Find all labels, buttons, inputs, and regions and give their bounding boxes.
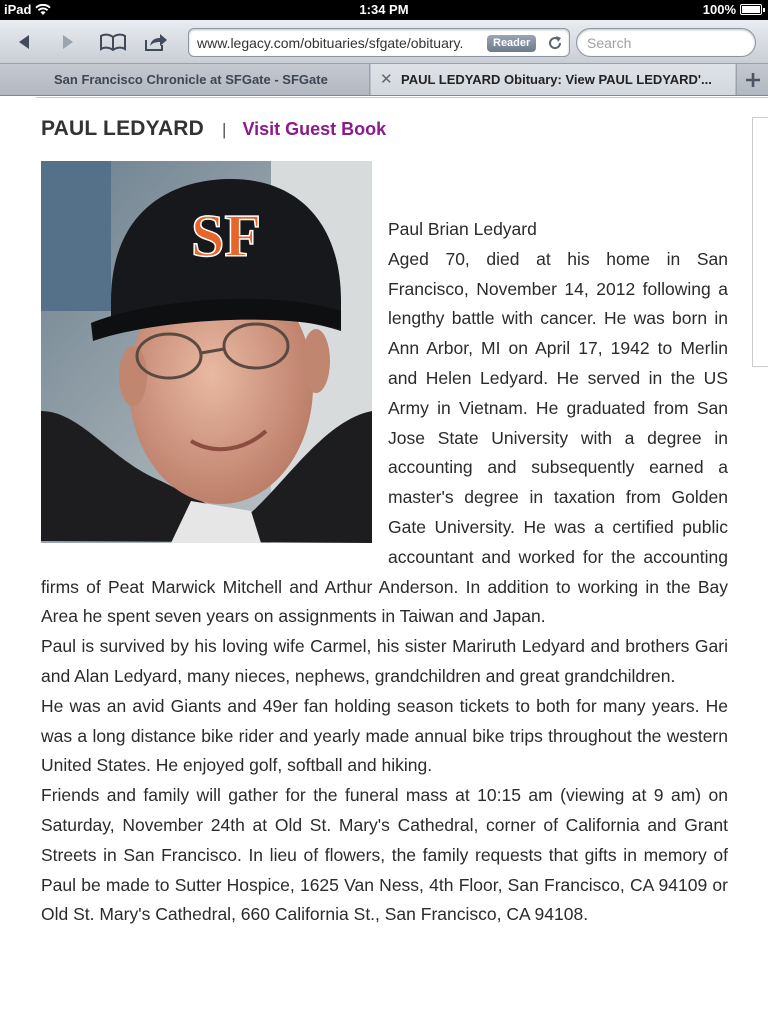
address-bar[interactable]	[188, 28, 570, 57]
page-title: PAUL LEDYARD	[41, 117, 205, 140]
tab-obituary[interactable]	[371, 64, 735, 95]
status-time: 1:34 PM	[359, 2, 409, 17]
forward-button[interactable]	[52, 28, 84, 56]
portrait-photo	[41, 161, 372, 543]
bookmarks-button[interactable]	[97, 28, 129, 56]
divider	[36, 97, 768, 98]
obituary-article	[41, 161, 728, 930]
page-content	[0, 97, 768, 1024]
share-icon	[144, 32, 168, 52]
forward-icon	[59, 33, 77, 51]
obituary-paragraph: He was an avid Giants and 49er fan holding season tickets to both for many years. He was a long distance bike rider and yearly made annual bike trips throughout the western United States. He enjoyed golf, softball and hiking.	[41, 695, 728, 776]
cap-logo-text: SF	[191, 203, 262, 269]
new-tab-button[interactable]	[736, 64, 768, 95]
obituary-paragraph: Friends and family will gather for the funeral mass at 10:15 am (viewing at 9 am) on Saturday, November 24th at Old St. Mary's Cathedral, corner of California and Grant Streets in San Francisco. In lieu of flowers, the family requests that gifts in memory of Paul be made to Sutter Hospice, 1625 Van Ness, 4th Floor, San Francisco, CA 94109 or Old St. Mary's Cathedral, 660 California St., San Francisco, CA 94108.	[41, 785, 728, 925]
share-button[interactable]	[140, 28, 172, 56]
search-field[interactable]	[576, 28, 756, 57]
url-text[interactable]: www.legacy.com/obituaries/sfgate/obituary.	[197, 35, 464, 51]
carrier-label: iPad	[4, 2, 32, 17]
back-button[interactable]	[8, 28, 40, 56]
intro-name: Paul Brian Ledyard	[388, 219, 537, 239]
title-separator: |	[222, 120, 227, 139]
obituary-paragraph: Paul is survived by his loving wife Carmel, his sister Mariruth Ledyard and brothers Gari and Alan Ledyard, many nieces, nephews, grandchildren and great grandchildren.	[41, 636, 728, 686]
status-bar	[0, 0, 768, 20]
obituary-header	[41, 117, 386, 141]
browser-toolbar	[0, 20, 768, 64]
search-input[interactable]	[587, 34, 747, 52]
tab-title: San Francisco Chronicle at SFGate - SFGate	[54, 72, 328, 87]
side-panel-edge	[752, 117, 768, 367]
obituary-paragraph: Aged 70, died at his home in San Francisco, November 14, 2012 following a lengthy battle with cancer. He was born in Ann Arbor, MI on April 17, 1942 to Merlin and Helen Ledyard. He served in the US Army in Vietnam. He graduated from San Jose State University with a degree in accounting and subsequently earned a master's degree in taxation from Golden Gate University. He was a certified public accountant and worked for the accounting firms of Peat Marwick Mitchell and Arthur Anderson. In addition to working in the Bay Area he spent seven years on assignments in Taiwan and Japan.	[41, 248, 728, 627]
guest-book-link[interactable]: Visit Guest Book	[242, 119, 387, 139]
tab-sfgate[interactable]	[0, 64, 370, 95]
reader-button[interactable]: Reader	[487, 35, 536, 52]
battery-icon	[740, 4, 762, 15]
new-tab-icon	[745, 72, 761, 88]
reload-icon	[547, 35, 563, 51]
tab-bar	[0, 64, 768, 96]
reload-button[interactable]	[546, 33, 564, 53]
bookmarks-icon	[100, 33, 126, 51]
battery-percent: 100%	[702, 2, 736, 17]
battery-group	[703, 2, 762, 17]
tab-title: PAUL LEDYARD Obituary: View PAUL LEDYARD'...	[401, 72, 712, 87]
back-icon	[15, 33, 33, 51]
tab-close-icon[interactable]: ✕	[380, 71, 393, 88]
